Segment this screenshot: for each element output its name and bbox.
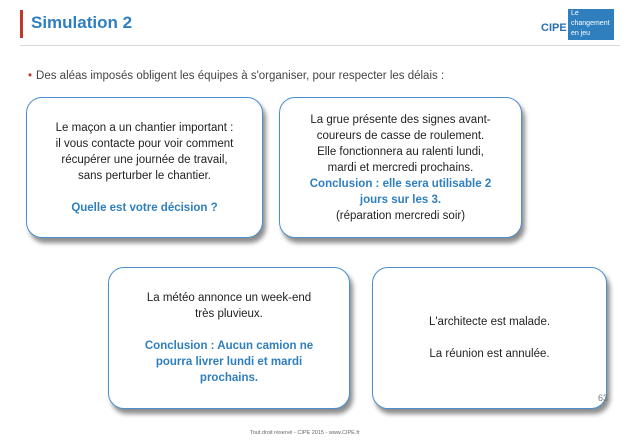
card-weather-spacer bbox=[119, 322, 339, 338]
page-number: 63 bbox=[598, 393, 609, 403]
card-crane-line1: La grue présente des signes avant- bbox=[310, 113, 491, 126]
card-architect bbox=[372, 267, 607, 409]
card-crane-conclusion2: jours sur les 3. bbox=[359, 193, 442, 206]
logo-tagline-line1: Le bbox=[571, 10, 579, 17]
card-crane-conclusion1: Conclusion : elle sera utilisable 2 bbox=[309, 177, 492, 190]
footer-copyright: Tout droit réservé - CIPE 2015 - www.CIPE.fr bbox=[250, 430, 360, 436]
card-weather bbox=[108, 267, 350, 409]
intro-bullet bbox=[28, 70, 444, 82]
logo-tagline-line3: en jeu bbox=[571, 30, 591, 37]
card-crane-line4: mardi et mercredi prochains. bbox=[327, 161, 474, 174]
logo-tagline bbox=[568, 9, 614, 40]
card-crane-note: (réparation mercredi soir) bbox=[335, 209, 466, 222]
card-weather-line1: La météo annonce un week-end bbox=[146, 292, 312, 304]
card-weather-conclusion2: pourra livrer lundi et mardi bbox=[155, 356, 303, 368]
card-mason-line4: sans perturber le chantier. bbox=[78, 169, 211, 182]
card-crane bbox=[279, 97, 522, 238]
intro-bullet-text: Des aléas imposés obligent les équipes à s'organiser, pour respecter les délais : bbox=[36, 70, 445, 82]
bullet-dot-icon: • bbox=[28, 70, 33, 82]
logo-tagline-line2: changement bbox=[571, 20, 610, 27]
card-crane-line2: coureurs de casse de roulement. bbox=[316, 129, 485, 142]
card-mason bbox=[26, 97, 263, 238]
header-divider bbox=[20, 45, 620, 46]
card-weather-line2: très pluvieux. bbox=[195, 308, 263, 320]
card-architect-line1: L'architecte est malade. bbox=[428, 316, 551, 328]
card-architect-line2: La réunion est annulée. bbox=[429, 348, 550, 360]
card-mason-line1: Le maçon a un chantier important : bbox=[55, 121, 234, 134]
card-mason-spacer bbox=[37, 184, 252, 200]
title-accent-bar bbox=[20, 10, 23, 38]
card-mason-line3: récupérer une journée de travail, bbox=[61, 153, 228, 166]
cipe-logo bbox=[541, 7, 619, 41]
card-architect-spacer bbox=[383, 330, 596, 346]
card-mason-question: Quelle est votre décision ? bbox=[71, 201, 218, 214]
card-crane-line3: Elle fonctionnera au ralenti lundi, bbox=[317, 145, 484, 158]
card-weather-conclusion3: prochains. bbox=[199, 372, 259, 384]
slide-title: Simulation 2 bbox=[31, 13, 133, 32]
card-mason-line2: il vous contacte pour voir comment bbox=[55, 137, 234, 150]
card-weather-conclusion1: Conclusion : Aucun camion ne bbox=[144, 340, 314, 352]
logo-name: CIPE bbox=[541, 22, 567, 34]
